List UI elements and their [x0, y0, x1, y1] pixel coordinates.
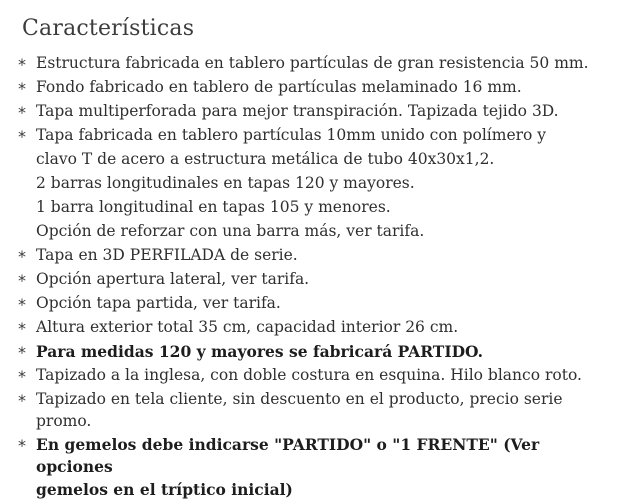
- bullet-spacer: [18, 197, 36, 219]
- list-item: [18, 221, 608, 243]
- list-item-label: Tapa en 3D PERFILADA de serie.: [36, 246, 298, 264]
- list-item-label: Opción apertura lateral, ver tarifa.: [36, 270, 310, 288]
- list-item-label: 1 barra longitudinal en tapas 105 y menores.: [36, 198, 391, 216]
- bullet-icon: *: [18, 79, 26, 98]
- list-item: [18, 341, 608, 363]
- list-item-label: Opción de reforzar con una barra más, ver tarifa.: [36, 222, 425, 240]
- list-item: [18, 173, 608, 195]
- bullet-icon: *: [18, 271, 26, 290]
- list-item: [18, 245, 608, 267]
- bullet-icon: *: [18, 319, 26, 338]
- list-item: [18, 125, 608, 147]
- bullet-icon: *: [18, 343, 26, 362]
- list-item-label: Tapa multiperforada para mejor transpiración. Tapizada tejido 3D.: [36, 102, 559, 120]
- page-title: Características: [22, 16, 195, 41]
- bullet-spacer: [18, 173, 36, 195]
- bullet-spacer: [18, 149, 36, 171]
- list-item: [18, 317, 608, 339]
- bullet-icon: *: [18, 391, 26, 410]
- list-item-label: Estructura fabricada en tablero partículas de gran resistencia 50 mm.: [36, 54, 589, 72]
- bullet-icon: *: [18, 247, 26, 266]
- list-item: [18, 293, 608, 315]
- list-item-label: Tapizado a la inglesa, con doble costura en esquina. Hilo blanco roto.: [36, 366, 582, 384]
- list-item: [18, 365, 608, 387]
- list-item: [18, 197, 608, 219]
- bullet-icon: *: [18, 295, 26, 314]
- bullet-icon: *: [18, 127, 26, 146]
- list-item: [18, 434, 608, 477]
- bullet-icon: *: [18, 367, 26, 386]
- list-item-label: Altura exterior total 35 cm, capacidad interior 26 cm.: [36, 318, 459, 336]
- bullet-spacer: [18, 221, 36, 243]
- list-item-label: Para medidas 120 y mayores se fabricará PARTIDO.: [36, 342, 484, 361]
- list-item-label: gemelos en el tríptico inicial): [36, 480, 293, 499]
- list-item: [18, 269, 608, 291]
- list-item: [18, 53, 608, 75]
- bullet-spacer: [18, 479, 36, 501]
- list-item-label: Tapa fabricada en tablero partículas 10mm unido con polímero y: [36, 126, 547, 144]
- list-item-label: clavo T de acero a estructura metálica de tubo 40x30x1,2.: [36, 150, 495, 168]
- list-item-label: Fondo fabricado en tablero de partículas melaminado 16 mm.: [36, 78, 522, 96]
- list-item: [18, 101, 608, 123]
- list-item-label: 2 barras longitudinales en tapas 120 y mayores.: [36, 174, 415, 192]
- list-item: [18, 149, 608, 171]
- list-item: [18, 479, 608, 501]
- list-item: [18, 389, 608, 432]
- list-item-label: En gemelos debe indicarse "PARTIDO" o "1 FRENTE" (Ver opciones: [36, 435, 545, 476]
- bullet-icon: *: [18, 55, 26, 74]
- list-item: [18, 77, 608, 99]
- list-item-label: Opción tapa partida, ver tarifa.: [36, 294, 281, 312]
- bullet-icon: *: [18, 436, 26, 455]
- features-list: [18, 53, 608, 501]
- list-item-label: Tapizado en tela cliente, sin descuento en el producto, precio serie promo.: [36, 390, 573, 430]
- bullet-icon: *: [18, 103, 26, 122]
